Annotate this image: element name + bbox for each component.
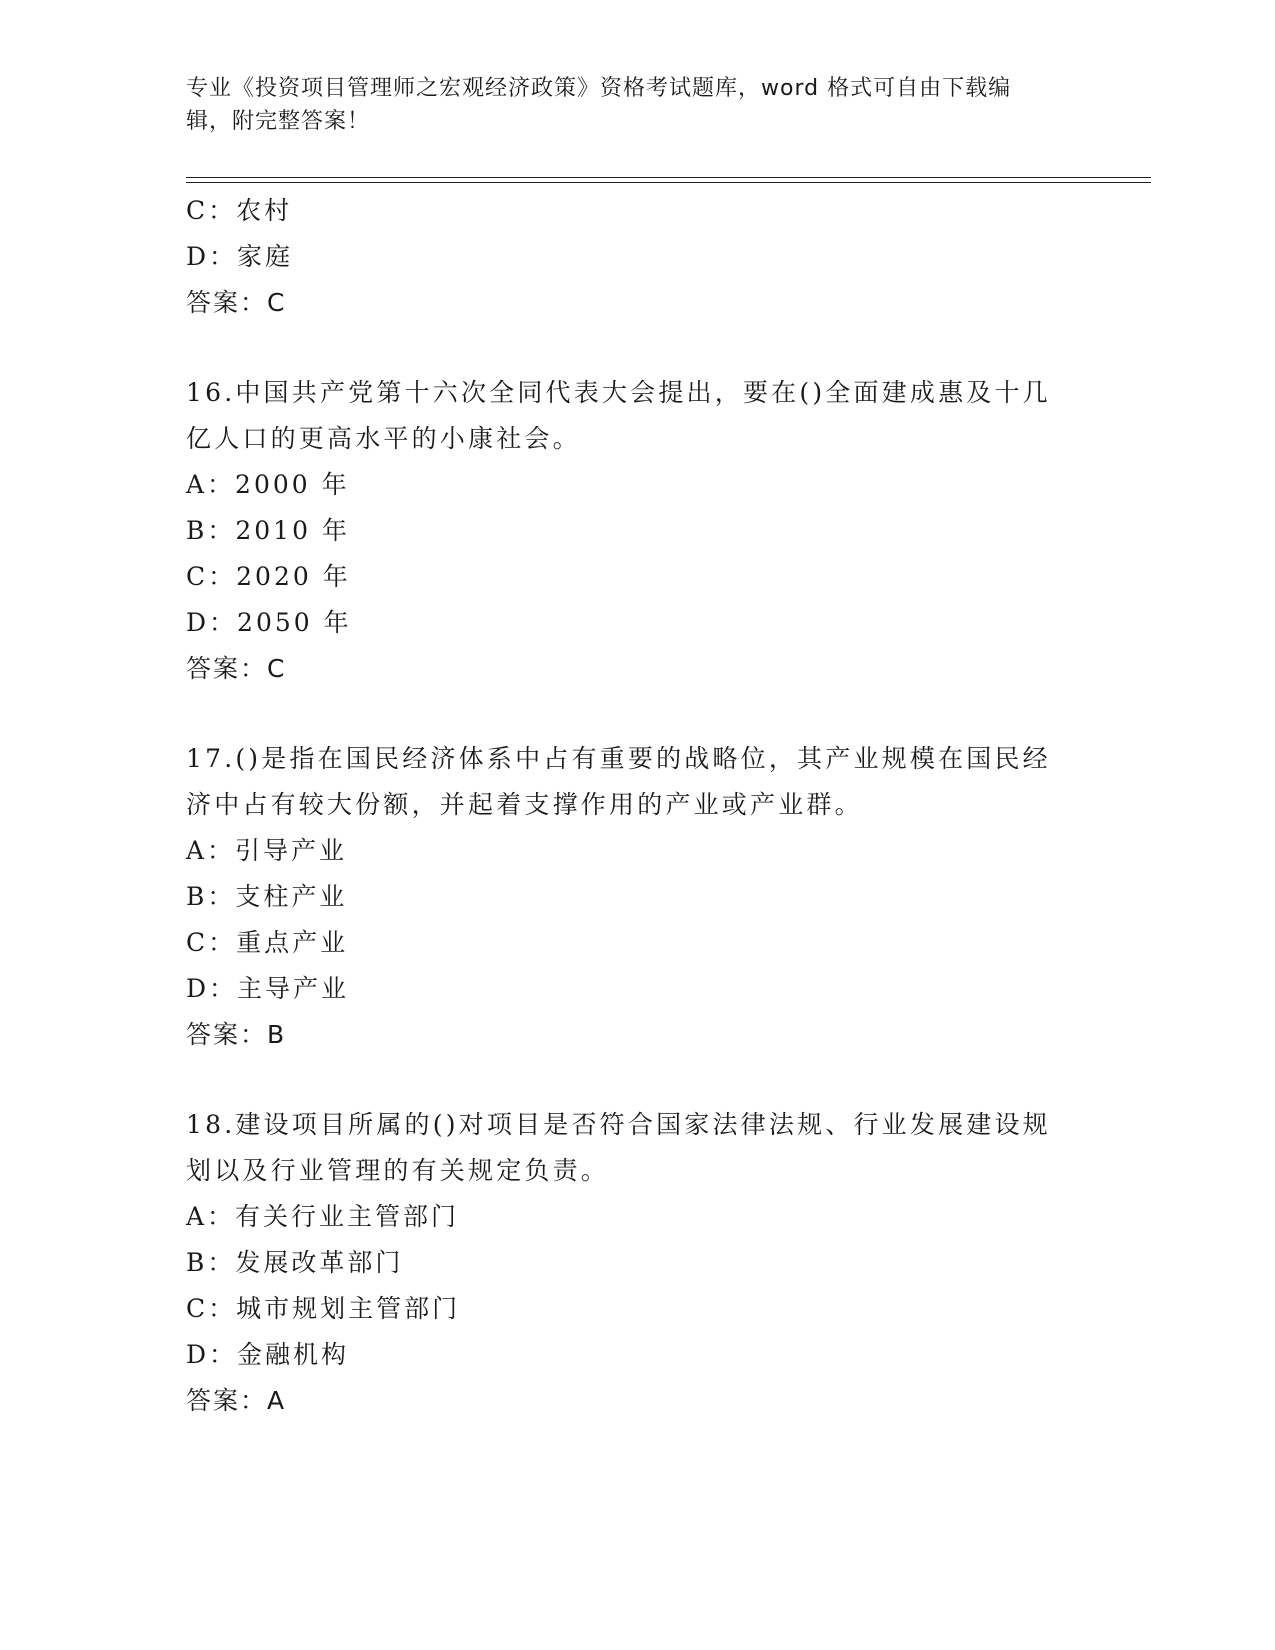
option-c: C：重点产业	[186, 928, 349, 957]
answer-line: 答案：B	[186, 1020, 287, 1049]
header-line-2: 辑，附完整答案！	[186, 109, 371, 134]
prev-question-tail	[186, 188, 1086, 326]
question-16	[186, 370, 1086, 692]
question-18	[186, 1102, 1086, 1424]
question-17	[186, 736, 1086, 1058]
option-d: D：金融机构	[186, 1340, 350, 1369]
answer-line: 答案：C	[186, 654, 287, 683]
option-d: D：2050 年	[186, 608, 352, 637]
option-a: A：2000 年	[186, 470, 350, 499]
question-stem-line-1: 18.建设项目所属的()对项目是否符合国家法律法规、行业发展建设规	[186, 1110, 1051, 1139]
option-b: B：发展改革部门	[186, 1248, 404, 1277]
answer-line: 答案：C	[186, 288, 287, 317]
answer-line: 答案：A	[186, 1386, 287, 1415]
option-c: C：城市规划主管部门	[186, 1294, 461, 1323]
question-stem-line-2: 亿人口的更高水平的小康社会。	[186, 424, 581, 453]
question-stem-line-1: 17.()是指在国民经济体系中占有重要的战略位，其产业规模在国民经	[186, 744, 1051, 773]
document-header	[186, 72, 1076, 138]
option-d: D：主导产业	[186, 974, 350, 1003]
header-divider-bottom	[186, 182, 1151, 183]
question-content	[186, 188, 1086, 1424]
option-b: B：支柱产业	[186, 882, 348, 911]
question-stem-line-1: 16.中国共产党第十六次全同代表大会提出，要在()全面建成惠及十几	[186, 378, 1051, 407]
option-a: A：有关行业主管部门	[186, 1202, 460, 1231]
header-divider-top	[186, 177, 1151, 178]
header-line-1: 专业《投资项目管理师之宏观经济政策》资格考试题库，word 格式可自由下载编	[186, 76, 1012, 101]
question-stem-line-2: 济中占有较大份额，并起着支撑作用的产业或产业群。	[186, 790, 863, 819]
question-stem-line-2: 划以及行业管理的有关规定负责。	[186, 1156, 610, 1185]
option-c: C：2020 年	[186, 562, 351, 591]
option-c: C：农村	[186, 196, 293, 225]
option-a: A：引导产业	[186, 836, 348, 865]
option-d: D：家庭	[186, 242, 294, 271]
option-b: B：2010 年	[186, 516, 350, 545]
